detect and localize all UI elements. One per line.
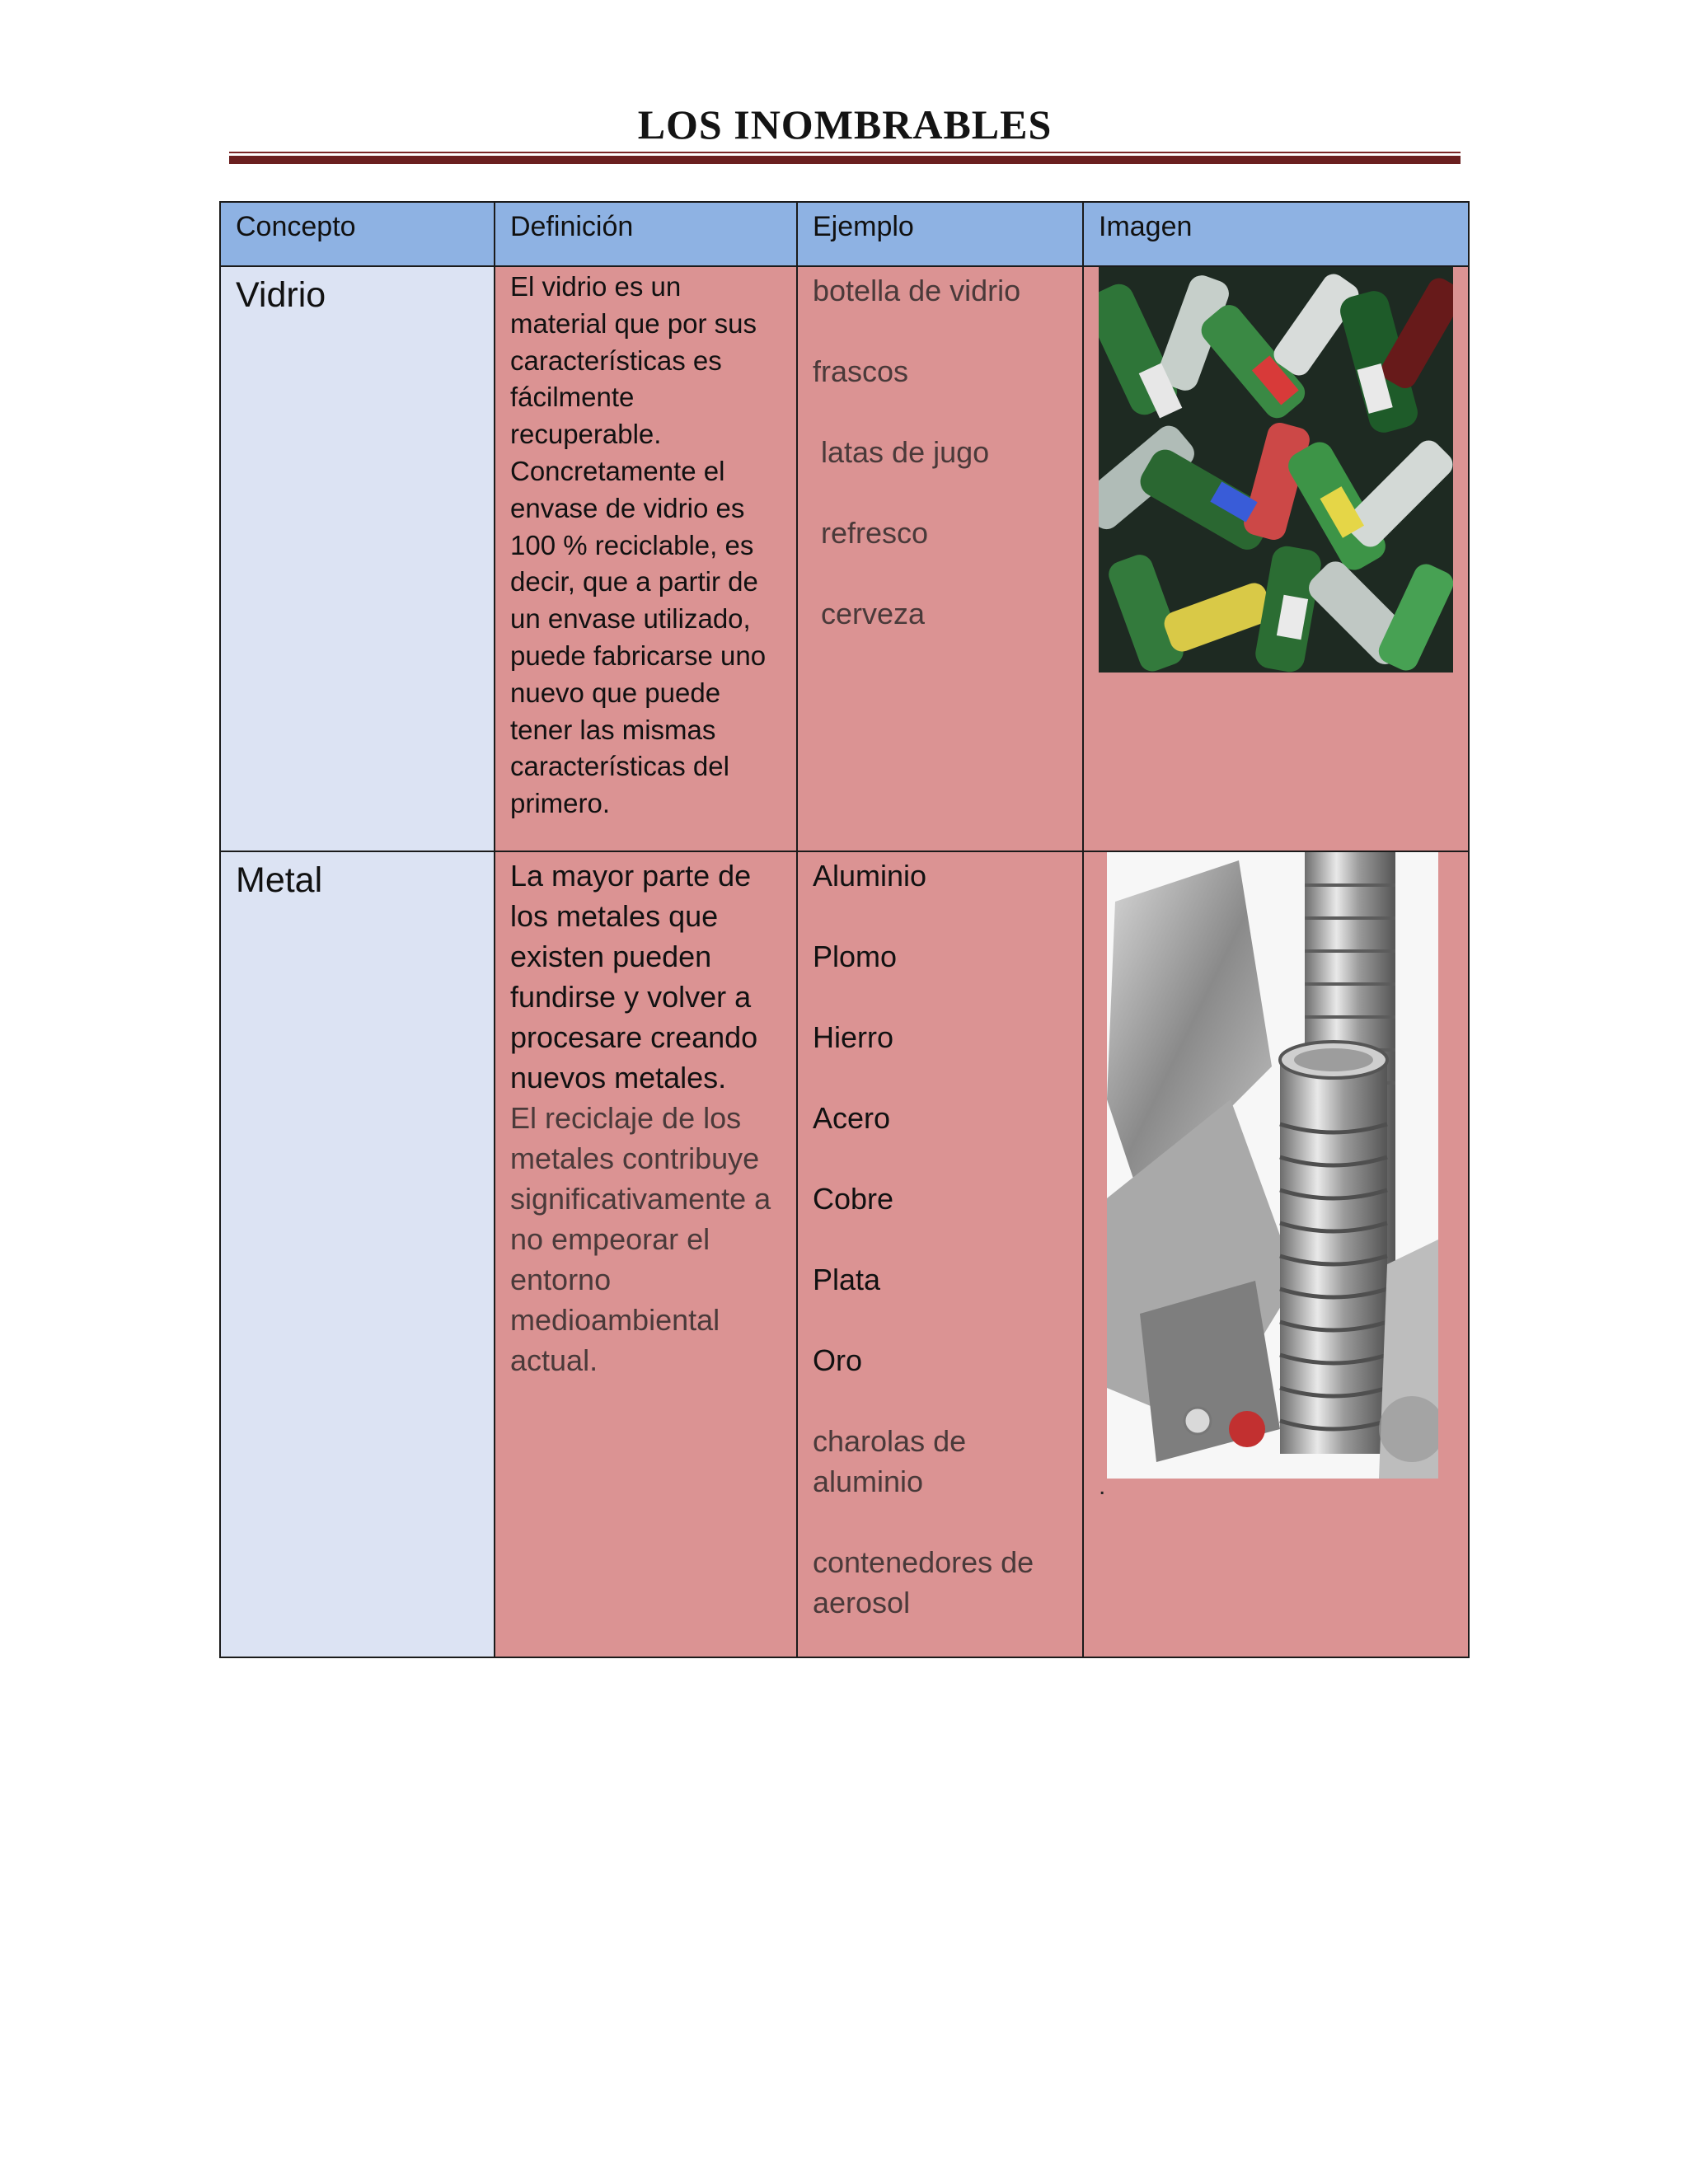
table-row-vidrio <box>220 266 1469 851</box>
definition-text-secondary: El reciclaje de los metales contribuye significativamente a no empeorar el entorno medioambiental actual. <box>510 1101 771 1377</box>
examples-cell <box>797 266 1083 851</box>
title-rule-thick <box>229 156 1461 164</box>
example-item: Aluminio <box>813 859 927 893</box>
table-row-metal <box>220 851 1469 1657</box>
examples-list <box>813 270 1069 634</box>
examples-list <box>813 855 1069 1623</box>
example-item: cerveza <box>821 597 926 630</box>
title-rule-thin <box>229 152 1461 153</box>
example-item: Plomo <box>813 940 898 973</box>
definition-cell <box>495 851 797 1657</box>
table-header-row <box>220 202 1469 266</box>
concept-cell <box>220 851 495 1657</box>
definition-text: La mayor parte de los metales que existen pueden fundirse y volver a procesare creando nuevos metales. <box>510 859 758 1094</box>
concept-cell <box>220 266 495 851</box>
page-header <box>229 97 1461 152</box>
example-item: Cobre <box>813 1182 894 1216</box>
image-cell <box>1083 851 1469 1657</box>
image-cell <box>1083 266 1469 851</box>
definition-text: El vidrio es un material que por sus características es fácilmente recuperable. Concretamente el envase de vidrio es 100 % reciclable, es decir, que a partir de un envase utilizado, puede fabricarse uno nuevo que puede tener las mismas características del primero. <box>510 271 767 819</box>
concept-name: Vidrio <box>236 275 326 315</box>
example-item: refresco <box>821 516 929 550</box>
example-item: contenedores de aerosol <box>813 1545 1034 1619</box>
image-caption: . <box>1099 1473 1106 1500</box>
page-title: LOS INOMBRABLES <box>637 101 1053 148</box>
example-item: charolas de aluminio <box>813 1424 967 1498</box>
example-item: Plata <box>813 1263 881 1296</box>
column-header-concepto: Concepto <box>220 202 495 266</box>
example-item: Hierro <box>813 1020 894 1054</box>
examples-cell <box>797 851 1083 1657</box>
glass-bottles-image <box>1099 267 1453 673</box>
example-item: Acero <box>813 1101 891 1135</box>
definition-cell <box>495 266 797 851</box>
concept-name: Metal <box>236 860 323 900</box>
example-item: botella de vidrio <box>813 274 1021 307</box>
example-item: frascos <box>813 354 909 388</box>
column-header-definicion: Definición <box>495 202 797 266</box>
column-header-ejemplo: Ejemplo <box>797 202 1083 266</box>
materials-table <box>219 201 1470 1658</box>
example-item: Oro <box>813 1343 863 1377</box>
example-item: latas de jugo <box>821 435 990 469</box>
metal-cans-image <box>1107 852 1438 1479</box>
column-header-imagen: Imagen <box>1083 202 1469 266</box>
